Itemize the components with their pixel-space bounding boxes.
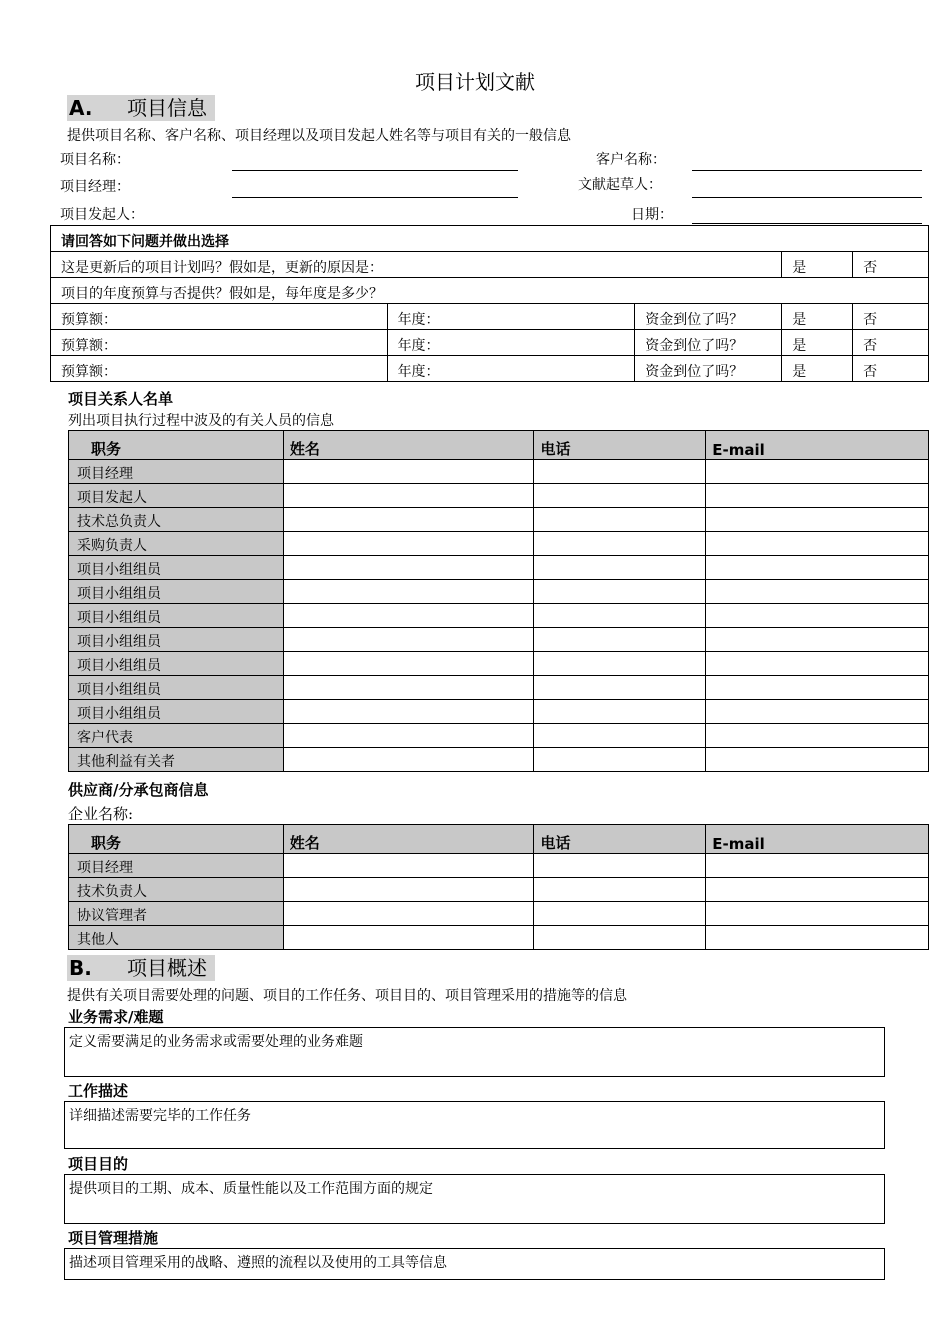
no-option[interactable]: 否 <box>853 304 929 330</box>
contacts-subtitle: 列出项目执行过程中波及的有关人员的信息 <box>68 413 334 429</box>
questions-heading: 请回答如下问题并做出选择 <box>51 226 929 252</box>
work-description-label: 工作描述 <box>68 1082 129 1100</box>
business-need-box[interactable]: 定义需要满足的业务需求或需要处理的业务难题 <box>64 1027 885 1077</box>
phone-cell[interactable] <box>534 878 706 902</box>
page-title: 项目计划文献 <box>415 70 535 94</box>
column-header: 姓名 <box>283 825 534 854</box>
role-cell: 其他人 <box>69 926 284 950</box>
email-cell[interactable] <box>706 556 929 580</box>
work-description-box[interactable]: 详细描述需要完毕的工作任务 <box>64 1101 885 1149</box>
year-label[interactable]: 年度： <box>387 356 635 382</box>
table-row <box>69 508 929 532</box>
table-row <box>69 748 929 772</box>
email-cell[interactable] <box>706 724 929 748</box>
email-cell[interactable] <box>706 508 929 532</box>
role-cell: 项目经理 <box>69 460 284 484</box>
role-cell: 项目经理 <box>69 854 284 878</box>
year-label[interactable]: 年度： <box>387 330 635 356</box>
table-row <box>69 532 929 556</box>
email-cell[interactable] <box>706 700 929 724</box>
email-cell[interactable] <box>706 676 929 700</box>
table-row <box>69 604 929 628</box>
email-cell[interactable] <box>706 580 929 604</box>
role-cell: 项目小组组员 <box>69 580 284 604</box>
name-cell[interactable] <box>283 604 534 628</box>
section-b-subtitle: 提供有关项目需要处理的问题、项目的工作任务、项目目的、项目管理采用的措施等的信息 <box>67 988 627 1004</box>
role-cell: 项目小组组员 <box>69 652 284 676</box>
role-cell: 项目小组组员 <box>69 700 284 724</box>
suppliers-table <box>68 824 929 950</box>
phone-cell[interactable] <box>534 556 706 580</box>
funded-label: 资金到位了吗？ <box>635 304 782 330</box>
role-cell: 其他利益有关者 <box>69 748 284 772</box>
company-name-label: 企业名称: <box>68 805 134 823</box>
name-cell[interactable] <box>283 580 534 604</box>
column-header: 姓名 <box>283 431 534 460</box>
phone-cell[interactable] <box>534 460 706 484</box>
phone-cell[interactable] <box>534 926 706 950</box>
client-name-field[interactable] <box>692 170 922 171</box>
project-manager-label: 项目经理： <box>60 179 130 195</box>
column-header: 电话 <box>534 431 706 460</box>
name-cell[interactable] <box>283 628 534 652</box>
section-b-title: 项目概述 <box>127 956 207 980</box>
budget-label[interactable]: 预算额： <box>51 304 388 330</box>
phone-cell[interactable] <box>534 604 706 628</box>
email-cell[interactable] <box>706 652 929 676</box>
project-sponsor-label: 项目发起人： <box>60 207 144 223</box>
name-cell[interactable] <box>283 556 534 580</box>
suppliers-heading: 供应商/分承包商信息 <box>68 781 209 799</box>
suppliers-header-row <box>69 825 929 854</box>
funded-label: 资金到位了吗？ <box>635 330 782 356</box>
table-row <box>69 676 929 700</box>
email-cell[interactable] <box>706 748 929 772</box>
phone-cell[interactable] <box>534 724 706 748</box>
section-a-subtitle: 提供项目名称、客户名称、项目经理以及项目发起人姓名等与项目有关的一般信息 <box>67 128 571 144</box>
yes-option[interactable]: 是 <box>782 304 853 330</box>
question-row <box>51 278 929 304</box>
no-option[interactable]: 否 <box>853 330 929 356</box>
phone-cell[interactable] <box>534 854 706 878</box>
question-row <box>51 252 929 278</box>
phone-cell[interactable] <box>534 902 706 926</box>
yes-option[interactable]: 是 <box>782 330 853 356</box>
budget-label[interactable]: 预算额： <box>51 356 388 382</box>
email-cell[interactable] <box>706 902 929 926</box>
role-cell: 项目发起人 <box>69 484 284 508</box>
date-label: 日期： <box>631 207 673 223</box>
question-budget: 项目的年度预算与否提供？假如是，每年度是多少？ <box>51 278 929 304</box>
doc-author-field[interactable] <box>692 197 922 198</box>
section-a-letter: A. <box>69 96 93 120</box>
role-cell: 项目小组组员 <box>69 676 284 700</box>
table-row <box>69 580 929 604</box>
table-row <box>69 556 929 580</box>
section-b-letter: B. <box>69 956 92 980</box>
project-manager-field[interactable] <box>232 197 518 198</box>
role-cell: 技术负责人 <box>69 878 284 902</box>
role-cell: 项目小组组员 <box>69 628 284 652</box>
email-cell[interactable] <box>706 878 929 902</box>
budget-row <box>51 356 929 382</box>
name-cell[interactable] <box>283 460 534 484</box>
budget-row <box>51 330 929 356</box>
table-row <box>69 628 929 652</box>
table-row <box>69 902 929 926</box>
role-cell: 客户代表 <box>69 724 284 748</box>
contacts-table <box>68 430 929 772</box>
email-cell[interactable] <box>706 854 929 878</box>
column-header: 职务 <box>69 431 284 460</box>
project-objective-box[interactable]: 提供项目的工期、成本、质量性能以及工作范围方面的规定 <box>64 1174 885 1224</box>
no-option[interactable]: 否 <box>853 356 929 382</box>
role-cell: 技术总负责人 <box>69 508 284 532</box>
budget-row <box>51 304 929 330</box>
phone-cell[interactable] <box>534 700 706 724</box>
phone-cell[interactable] <box>534 484 706 508</box>
project-objective-label: 项目目的 <box>68 1155 129 1173</box>
email-cell[interactable] <box>706 484 929 508</box>
funded-label: 资金到位了吗？ <box>635 356 782 382</box>
table-row <box>69 926 929 950</box>
contacts-heading: 项目关系人名单 <box>68 390 174 408</box>
phone-cell[interactable] <box>534 652 706 676</box>
doc-author-label: 文献起草人： <box>578 177 662 193</box>
phone-cell[interactable] <box>534 532 706 556</box>
no-option[interactable]: 否 <box>853 252 929 278</box>
name-cell[interactable] <box>283 676 534 700</box>
column-header: 电话 <box>534 825 706 854</box>
name-cell[interactable] <box>283 508 534 532</box>
role-cell: 协议管理者 <box>69 902 284 926</box>
name-cell[interactable] <box>283 902 534 926</box>
table-row <box>69 700 929 724</box>
questions-header-row <box>51 226 929 252</box>
table-row <box>69 724 929 748</box>
table-row <box>69 460 929 484</box>
phone-cell[interactable] <box>534 676 706 700</box>
role-cell: 项目小组组员 <box>69 604 284 628</box>
table-row <box>69 484 929 508</box>
email-cell[interactable] <box>706 460 929 484</box>
year-label[interactable]: 年度： <box>387 304 635 330</box>
column-header: 职务 <box>69 825 284 854</box>
name-cell[interactable] <box>283 926 534 950</box>
name-cell[interactable] <box>283 700 534 724</box>
yes-option[interactable]: 是 <box>782 356 853 382</box>
section-a-title: 项目信息 <box>127 96 207 120</box>
pm-measures-box[interactable]: 描述项目管理采用的战略、遵照的流程以及使用的工具等信息 <box>64 1248 885 1280</box>
section-a-heading <box>67 95 215 121</box>
table-row <box>69 878 929 902</box>
table-row <box>69 652 929 676</box>
date-field[interactable] <box>692 223 922 224</box>
contacts-header-row <box>69 431 929 460</box>
name-cell[interactable] <box>283 652 534 676</box>
name-cell[interactable] <box>283 878 534 902</box>
name-cell[interactable] <box>283 748 534 772</box>
name-cell[interactable] <box>283 484 534 508</box>
column-header: E-mail <box>706 431 929 460</box>
name-cell[interactable] <box>283 724 534 748</box>
pm-measures-label: 项目管理措施 <box>68 1229 159 1247</box>
questions-table <box>50 225 929 382</box>
table-row <box>69 854 929 878</box>
name-cell[interactable] <box>283 854 534 878</box>
phone-cell[interactable] <box>534 580 706 604</box>
email-cell[interactable] <box>706 628 929 652</box>
email-cell[interactable] <box>706 604 929 628</box>
yes-option[interactable]: 是 <box>782 252 853 278</box>
client-name-label: 客户名称： <box>596 152 666 168</box>
budget-label[interactable]: 预算额： <box>51 330 388 356</box>
section-b-heading <box>67 955 215 981</box>
question-updated: 这是更新后的项目计划吗？假如是，更新的原因是： <box>51 252 782 278</box>
phone-cell[interactable] <box>534 748 706 772</box>
project-name-field[interactable] <box>232 170 518 171</box>
business-need-label: 业务需求/难题 <box>68 1008 164 1026</box>
role-cell: 采购负责人 <box>69 532 284 556</box>
project-name-label: 项目名称： <box>60 152 130 168</box>
name-cell[interactable] <box>283 532 534 556</box>
email-cell[interactable] <box>706 532 929 556</box>
phone-cell[interactable] <box>534 508 706 532</box>
phone-cell[interactable] <box>534 628 706 652</box>
email-cell[interactable] <box>706 926 929 950</box>
role-cell: 项目小组组员 <box>69 556 284 580</box>
column-header: E-mail <box>706 825 929 854</box>
